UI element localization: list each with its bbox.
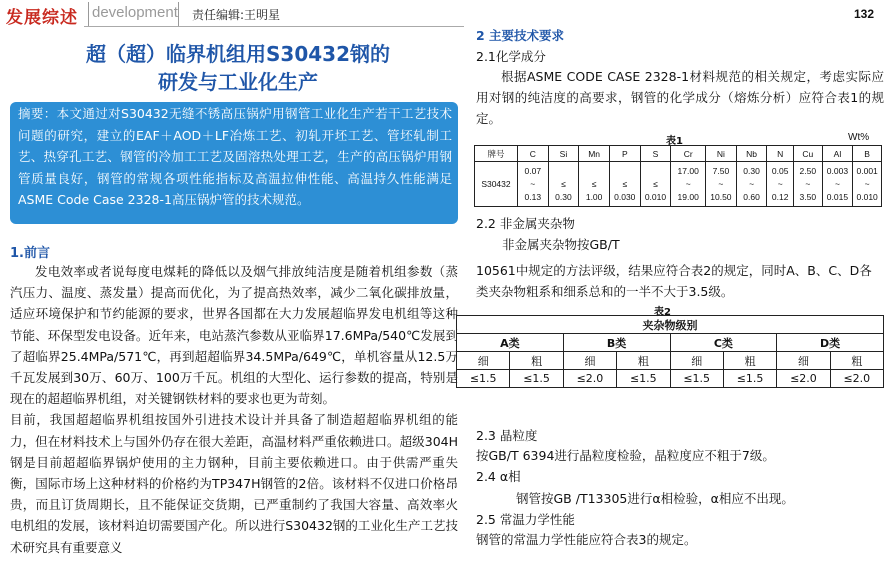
subsection-2-3-text: 按GB/T 6394进行晶粒度检验，晶粒度应不粗于7级。 [476, 448, 775, 463]
subsection-2-3-heading: 2.3 晶粒度 [476, 428, 538, 443]
table2-subheader-cell: 粗 [617, 352, 670, 370]
table2-class-cell: C类 [670, 334, 777, 352]
table1-header-cell: Al [822, 146, 853, 162]
section-brand-cn: 发展综述 [6, 8, 78, 28]
subsection-2-2-text-b: 10561中规定的方法评级，结果应符合表2的规定，同时A、B、C、D各类夹杂物粗系和细系总和的一半不大于3.5级。 [476, 263, 872, 299]
table1-range-cell: ≤ 0.010 [640, 162, 671, 207]
table2-class-cell: A类 [457, 334, 564, 352]
table2-subheader-cell: 细 [670, 352, 723, 370]
table2-subheader-cell: 粗 [830, 352, 883, 370]
section1-paragraph: 发电效率或者说每度电煤耗的降低以及烟气排放纯洁度是随着机组参数（蒸汽压力、温度、蒸发量）提高而优化，为了提高热效率，减少二氧化碳排放量，适应环境保护和节约能源的要求，世界各国都在大力发展超临界发电机组等这种节能、环保型发电设备。近年来，电站蒸汽参数从亚临界17.6MPa/540℃发展到了超临界25.4MPa/571℃，再到超超临界34.5MPa/649℃，单机容量从12.5万千瓦发展到30万、60万、100万千瓦。机组的大型化、运行参数的提高，特别是现在的超超临界机组，对关键钢铁材料的要求也更为苛刻。 [10, 264, 458, 407]
subsection-2-2-text-a: 非金属夹杂物按GB/T [502, 237, 620, 252]
table1-unit: Wt% [848, 132, 870, 143]
inclusion-grade-table [456, 315, 884, 388]
table2-value-cell: ≤1.5 [670, 370, 723, 388]
section1-paragraph: 目前，我国超超临界机组按国外引进技术设计并具备了制造超超临界机组的能力，但在材料技术上与国外仍存在很大差距，高温材料严重依赖进口。超级304H钢是目前超超临界锅炉使用的主力钢种，目前主要依赖进口。由于供需严重失衡，国际市场上这种材料的价格约为TP347H钢管的2倍。该材料不仅进口价格昂贵，而且订货周期长，且不能保证交货期，已严重制约了我国大容量、高效率火电机组的发展，该材料迫切需要国产化。所以进行S30432钢的工业化生产工艺技术研究具有重要意义 [10, 412, 458, 555]
table1-range-cell: 17.00 ~ 19.00 [671, 162, 706, 207]
table1-header-cell: Mn [579, 146, 610, 162]
table1-data-row [475, 162, 882, 207]
table2-class-cell: B类 [563, 334, 670, 352]
table1-range-cell: 0.001 ~ 0.010 [853, 162, 882, 207]
table1-header-cell: Si [548, 146, 579, 162]
table1-header-cell: B [853, 146, 882, 162]
table2-title-row [457, 316, 884, 334]
header-divider [178, 2, 179, 26]
table2-class-cell: D类 [777, 334, 884, 352]
table1-header-cell: P [609, 146, 640, 162]
table1-range-cell: ≤ 0.30 [548, 162, 579, 207]
header-divider [88, 2, 89, 26]
page-header [0, 0, 888, 30]
table2-subheader-cell: 细 [563, 352, 616, 370]
article-title-line2: 研发与工业化生产 [158, 70, 318, 94]
table1-range-cell: 0.05 ~ 0.12 [767, 162, 794, 207]
table1-header-cell: Cu [793, 146, 822, 162]
section2-heading: 2 主要技术要求 [476, 28, 565, 43]
section1-heading: 1.前言 [10, 246, 50, 261]
table1-header-cell: Nb [736, 146, 767, 162]
section-brand-en: development [92, 4, 178, 21]
table1-header-cell: S [640, 146, 671, 162]
table1-range-cell: 0.30 ~ 0.60 [736, 162, 767, 207]
table2-title-cell: 夹杂物级别 [457, 316, 884, 334]
subsection-2-5-heading: 2.5 常温力学性能 [476, 512, 575, 527]
article-title-line1: 超（超）临界机组用S30432钢的 [86, 42, 390, 66]
article-title [18, 40, 458, 96]
table1-header-cell: Cr [671, 146, 706, 162]
abstract-box: 摘要：本文通过对S30432无缝不锈高压锅炉用钢管工业化生产若干工艺技术问题的研究，建立的EAF＋AOD＋LF冶炼工艺、初轧开坯工艺、管坯轧制工艺、热穿孔工艺、钢管的冷加工工艺及固溶热处理工艺，生产的高压锅炉用钢管质量良好，钢管的常规各项性能指标及高温拉伸性能、高温持久性能满足ASME Code Case 2328-1高压锅炉管的技术规范。 [10, 102, 458, 224]
table2-value-cell: ≤2.0 [563, 370, 616, 388]
table1-range-cell: 2.50 ~ 3.50 [793, 162, 822, 207]
subsection-2-5-text: 钢管的常温力学性能应符合表3的规定。 [476, 532, 697, 547]
table2-value-cell: ≤2.0 [777, 370, 830, 388]
table1-header-cell: 牌号 [475, 146, 518, 162]
table2-subheader-cell: 细 [777, 352, 830, 370]
table1-range-cell: ≤ 1.00 [579, 162, 610, 207]
subsection-2-2-heading: 2.2 非金属夹杂物 [476, 216, 575, 231]
subsection-2-4-text: 钢管按GB /T13305进行α相检验，α相应不出现。 [516, 491, 794, 506]
table2-subheader-cell: 粗 [510, 352, 563, 370]
table2-value-cell: ≤1.5 [510, 370, 563, 388]
table1-header-row [475, 146, 882, 162]
subsection-2-1-heading: 2.1化学成分 [476, 49, 546, 64]
chemical-composition-table [474, 145, 882, 207]
page-number: 132 [853, 7, 874, 21]
table1-range-cell: 7.50 ~ 10.50 [706, 162, 737, 207]
table1-header-cell: N [767, 146, 794, 162]
table2-caption: 表2 [654, 307, 671, 318]
table2-value-cell: ≤1.5 [457, 370, 510, 388]
table1-caption: 表1 [666, 136, 683, 147]
table2-subheader-cell: 细 [457, 352, 510, 370]
table1-range-cell: ≤ 0.030 [609, 162, 640, 207]
table2-subheader-cell: 粗 [723, 352, 776, 370]
section1-body [10, 261, 458, 558]
table1-range-cell: 0.003 ~ 0.015 [822, 162, 853, 207]
header-rule [84, 26, 464, 27]
table2-class-row [457, 334, 884, 352]
table1-header-cell: C [517, 146, 548, 162]
table1-grade-cell: S30432 [475, 162, 518, 207]
table2-value-cell: ≤1.5 [723, 370, 776, 388]
subsection-2-1-text: 根据ASME CODE CASE 2328-1材料规范的相关规定，考虑实际应用对钢的纯洁度的高要求，钢管的化学成分（熔炼分析）应符合表1的规定。 [476, 69, 884, 126]
table2-subheader-row [457, 352, 884, 370]
table1-range-cell: 0.07 ~ 0.13 [517, 162, 548, 207]
table2-value-cell: ≤1.5 [617, 370, 670, 388]
table2-value-row [457, 370, 884, 388]
subsection-2-4-heading: 2.4 α相 [476, 469, 521, 484]
table1-header-cell: Ni [706, 146, 737, 162]
table2-value-cell: ≤2.0 [830, 370, 883, 388]
editor-credit: 责任编辑:王明星 [192, 8, 281, 22]
